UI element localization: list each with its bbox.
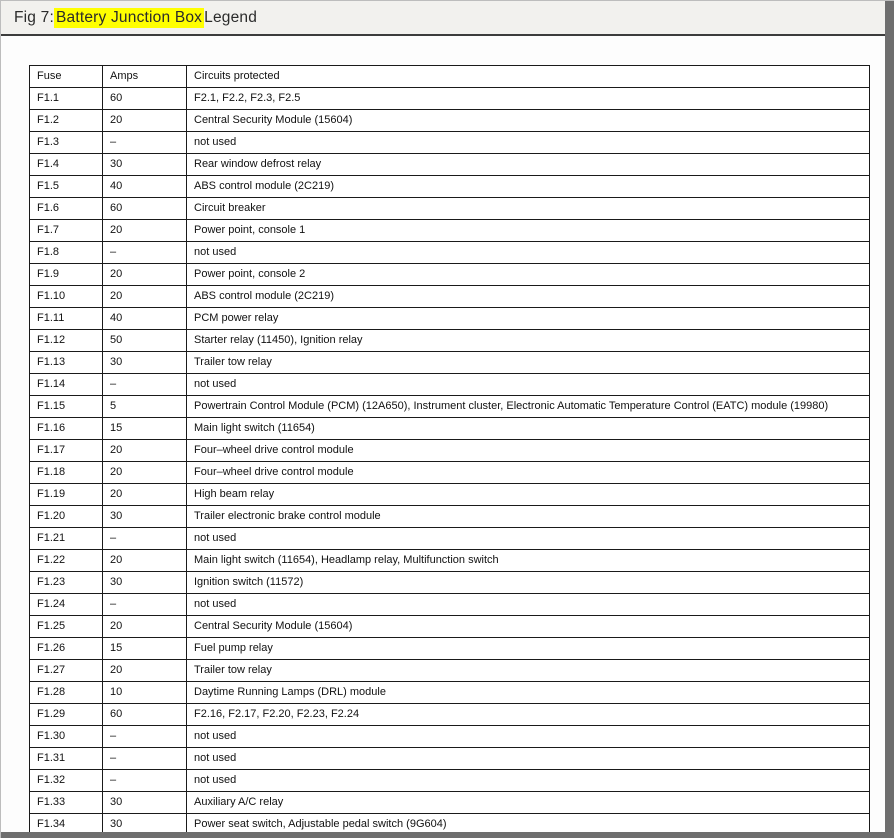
table-row — [30, 88, 870, 110]
fuse-cell: F1.11 — [30, 308, 103, 330]
fuse-cell: F1.28 — [30, 682, 103, 704]
fuse-cell: F1.27 — [30, 660, 103, 682]
table-row — [30, 462, 870, 484]
amps-cell: – — [103, 374, 187, 396]
fuse-cell: F1.1 — [30, 88, 103, 110]
amps-cell: 40 — [103, 176, 187, 198]
amps-cell: 20 — [103, 440, 187, 462]
circuits-cell: ABS control module (2C219) — [187, 176, 870, 198]
table-row — [30, 264, 870, 286]
circuits-cell: Trailer tow relay — [187, 660, 870, 682]
table-row — [30, 704, 870, 726]
fuse-cell: F1.34 — [30, 814, 103, 836]
fuse-cell: F1.29 — [30, 704, 103, 726]
fuse-cell: F1.2 — [30, 110, 103, 132]
amps-cell: 20 — [103, 484, 187, 506]
amps-cell: 20 — [103, 286, 187, 308]
amps-cell: – — [103, 594, 187, 616]
fuse-cell: F1.25 — [30, 616, 103, 638]
fuse-cell: F1.31 — [30, 748, 103, 770]
circuits-cell: Four–wheel drive control module — [187, 440, 870, 462]
table-row — [30, 506, 870, 528]
fuse-cell: F1.6 — [30, 198, 103, 220]
amps-cell: 30 — [103, 792, 187, 814]
fuse-cell: F1.30 — [30, 726, 103, 748]
column-header-circuits: Circuits protected — [187, 66, 870, 88]
circuits-cell: Circuit breaker — [187, 198, 870, 220]
fuse-cell: F1.9 — [30, 264, 103, 286]
circuits-cell: not used — [187, 748, 870, 770]
table-row — [30, 286, 870, 308]
circuits-cell: Central Security Module (15604) — [187, 616, 870, 638]
table-row — [30, 132, 870, 154]
fuse-cell: F1.15 — [30, 396, 103, 418]
circuits-cell: not used — [187, 132, 870, 154]
table-row — [30, 220, 870, 242]
amps-cell: 40 — [103, 308, 187, 330]
amps-cell: 15 — [103, 638, 187, 660]
fuse-cell: F1.4 — [30, 154, 103, 176]
circuits-cell: F2.1, F2.2, F2.3, F2.5 — [187, 88, 870, 110]
amps-cell: – — [103, 242, 187, 264]
circuits-cell: Power seat switch, Adjustable pedal switch (9G604) — [187, 814, 870, 836]
table-row — [30, 396, 870, 418]
table-row — [30, 154, 870, 176]
circuits-cell: Four–wheel drive control module — [187, 462, 870, 484]
fuse-cell: F1.13 — [30, 352, 103, 374]
amps-cell: – — [103, 726, 187, 748]
fuse-cell: F1.3 — [30, 132, 103, 154]
table-row — [30, 330, 870, 352]
column-header-amps: Amps — [103, 66, 187, 88]
circuits-cell: not used — [187, 594, 870, 616]
amps-cell: – — [103, 748, 187, 770]
table-row — [30, 792, 870, 814]
table-row — [30, 572, 870, 594]
fuse-cell: F1.24 — [30, 594, 103, 616]
fuse-legend-table — [29, 65, 870, 836]
amps-cell: 50 — [103, 330, 187, 352]
fuse-cell: F1.8 — [30, 242, 103, 264]
table-row — [30, 550, 870, 572]
fuse-cell: F1.32 — [30, 770, 103, 792]
fuse-cell: F1.22 — [30, 550, 103, 572]
amps-cell: 30 — [103, 506, 187, 528]
amps-cell: 20 — [103, 660, 187, 682]
table-row — [30, 660, 870, 682]
amps-cell: – — [103, 132, 187, 154]
page-edge-shadow-bottom — [1, 832, 894, 838]
amps-cell: 5 — [103, 396, 187, 418]
amps-cell: 60 — [103, 198, 187, 220]
amps-cell: 15 — [103, 418, 187, 440]
fuse-cell: F1.7 — [30, 220, 103, 242]
fuse-cell: F1.33 — [30, 792, 103, 814]
amps-cell: 20 — [103, 462, 187, 484]
circuits-cell: High beam relay — [187, 484, 870, 506]
amps-cell: 20 — [103, 264, 187, 286]
table-row — [30, 594, 870, 616]
table-row — [30, 308, 870, 330]
circuits-cell: Power point, console 1 — [187, 220, 870, 242]
circuits-cell: PCM power relay — [187, 308, 870, 330]
circuits-cell: ABS control module (2C219) — [187, 286, 870, 308]
table-row — [30, 528, 870, 550]
table-row — [30, 110, 870, 132]
amps-cell: 20 — [103, 110, 187, 132]
table-row — [30, 638, 870, 660]
figure-caption-bar — [1, 1, 894, 36]
table-row — [30, 176, 870, 198]
table-row — [30, 748, 870, 770]
circuits-cell: Power point, console 2 — [187, 264, 870, 286]
table-row — [30, 242, 870, 264]
circuits-cell: Main light switch (11654) — [187, 418, 870, 440]
caption-prefix: Fig 7: — [14, 8, 54, 26]
table-row — [30, 352, 870, 374]
amps-cell: 60 — [103, 704, 187, 726]
fuse-cell: F1.17 — [30, 440, 103, 462]
table-header-row — [30, 66, 870, 88]
caption-highlighted-text: Battery Junction Box — [55, 8, 203, 26]
table-row — [30, 682, 870, 704]
circuits-cell: Trailer tow relay — [187, 352, 870, 374]
fuse-cell: F1.18 — [30, 462, 103, 484]
table-row — [30, 418, 870, 440]
amps-cell: 20 — [103, 220, 187, 242]
amps-cell: – — [103, 770, 187, 792]
amps-cell: 10 — [103, 682, 187, 704]
circuits-cell: Main light switch (11654), Headlamp relay, Multifunction switch — [187, 550, 870, 572]
amps-cell: 30 — [103, 572, 187, 594]
amps-cell: – — [103, 528, 187, 550]
amps-cell: 60 — [103, 88, 187, 110]
table-row — [30, 440, 870, 462]
fuse-cell: F1.12 — [30, 330, 103, 352]
circuits-cell: Auxiliary A/C relay — [187, 792, 870, 814]
circuits-cell: not used — [187, 726, 870, 748]
table-row — [30, 616, 870, 638]
amps-cell: 30 — [103, 814, 187, 836]
table-row — [30, 726, 870, 748]
table-row — [30, 770, 870, 792]
fuse-cell: F1.10 — [30, 286, 103, 308]
circuits-cell: Powertrain Control Module (PCM) (12A650), Instrument cluster, Electronic Automatic Temperature Control (EATC) module (19980) — [187, 396, 870, 418]
fuse-cell: F1.20 — [30, 506, 103, 528]
circuits-cell: not used — [187, 374, 870, 396]
fuse-cell: F1.14 — [30, 374, 103, 396]
circuits-cell: Rear window defrost relay — [187, 154, 870, 176]
circuits-cell: not used — [187, 528, 870, 550]
circuits-cell: Daytime Running Lamps (DRL) module — [187, 682, 870, 704]
fuse-cell: F1.26 — [30, 638, 103, 660]
circuits-cell: Central Security Module (15604) — [187, 110, 870, 132]
circuits-cell: not used — [187, 770, 870, 792]
fuse-cell: F1.21 — [30, 528, 103, 550]
fuse-cell: F1.5 — [30, 176, 103, 198]
amps-cell: 30 — [103, 154, 187, 176]
table-row — [30, 198, 870, 220]
circuits-cell: Ignition switch (11572) — [187, 572, 870, 594]
circuits-cell: Fuel pump relay — [187, 638, 870, 660]
fuse-cell: F1.19 — [30, 484, 103, 506]
amps-cell: 20 — [103, 616, 187, 638]
table-row — [30, 374, 870, 396]
circuits-cell: F2.16, F2.17, F2.20, F2.23, F2.24 — [187, 704, 870, 726]
circuits-cell: Trailer electronic brake control module — [187, 506, 870, 528]
table-row — [30, 484, 870, 506]
caption-suffix: Legend — [204, 8, 258, 26]
circuits-cell: not used — [187, 242, 870, 264]
circuits-cell: Starter relay (11450), Ignition relay — [187, 330, 870, 352]
page-edge-shadow-right — [885, 1, 894, 838]
fuse-cell: F1.23 — [30, 572, 103, 594]
amps-cell: 30 — [103, 352, 187, 374]
fuse-cell: F1.16 — [30, 418, 103, 440]
amps-cell: 20 — [103, 550, 187, 572]
column-header-fuse: Fuse — [30, 66, 103, 88]
